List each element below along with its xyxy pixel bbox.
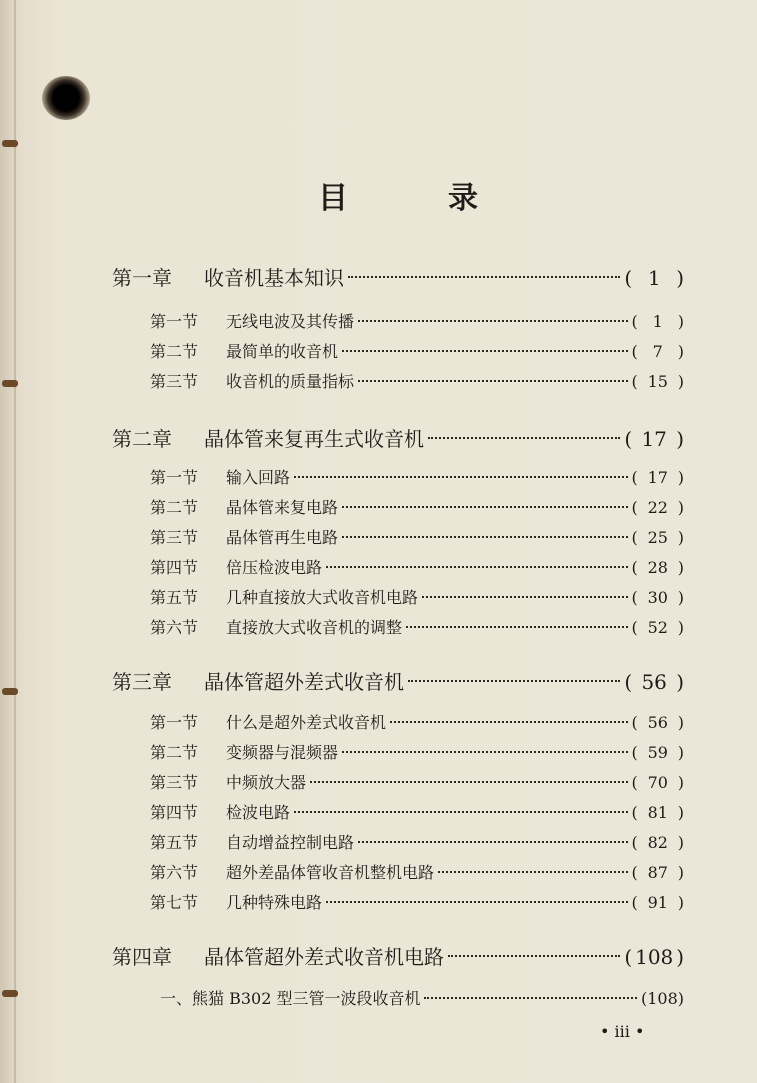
toc-section[interactable]: [150, 615, 684, 638]
toc-section[interactable]: [150, 800, 684, 823]
section-page-number: 59: [647, 743, 668, 762]
section-page: ( 30 ): [631, 588, 684, 607]
dot-leader: [422, 596, 627, 598]
toc-section[interactable]: [150, 309, 684, 332]
section-title: 检波电路: [226, 803, 291, 822]
section-page: ( 52 ): [631, 618, 684, 637]
section-title: 自动增益控制电路: [226, 833, 355, 852]
toc-section[interactable]: [150, 740, 684, 763]
section-title: 输入回路: [226, 468, 291, 487]
section-title: 收音机的质量指标: [226, 372, 355, 391]
dot-leader: [424, 997, 636, 999]
section-title: 几种特殊电路: [226, 893, 323, 912]
dot-leader: [310, 781, 627, 783]
toc-section[interactable]: [150, 465, 684, 488]
toc-section[interactable]: [150, 770, 684, 793]
item-page: ( 108 ): [640, 989, 684, 1008]
title-char-right: 录: [448, 181, 478, 216]
section-page-number: 15: [647, 372, 668, 391]
toc-chapter-2[interactable]: [112, 423, 684, 452]
section-title: 晶体管再生电路: [226, 528, 339, 547]
section-label: 第一节: [150, 468, 199, 487]
section-label: 第三节: [150, 528, 199, 547]
dot-leader: [408, 680, 620, 682]
dot-leader: [448, 955, 620, 957]
section-title: 直接放大式收音机的调整: [226, 618, 403, 637]
section-page: ( 7 ): [631, 342, 684, 361]
chapter-page-number: 56: [641, 670, 667, 694]
section-page-number: 30: [647, 588, 668, 607]
section-page: ( 17 ): [631, 468, 684, 487]
section-title: 中频放大器: [226, 773, 307, 792]
binding-staple: [2, 140, 18, 147]
section-page: ( 25 ): [631, 528, 684, 547]
dot-leader: [294, 476, 627, 478]
dot-leader: [342, 350, 627, 352]
toc-section[interactable]: [150, 525, 684, 548]
section-label: 第六节: [150, 863, 199, 882]
section-label: 第四节: [150, 803, 199, 822]
chapter-label: 第三章: [112, 670, 172, 694]
section-page-number: 56: [647, 713, 668, 732]
toc-section[interactable]: [150, 710, 684, 733]
section-page-number: 7: [652, 342, 663, 361]
section-page-number: 81: [647, 803, 668, 822]
page-number-footer: • iii •: [600, 1022, 645, 1041]
section-page-number: 25: [647, 528, 668, 547]
dot-leader: [358, 841, 627, 843]
section-page: ( 56 ): [631, 713, 684, 732]
section-page-number: 28: [647, 558, 668, 577]
section-page-number: 1: [652, 312, 663, 331]
section-page: ( 28 ): [631, 558, 684, 577]
dot-leader: [342, 536, 627, 538]
section-title: 变频器与混频器: [226, 743, 339, 762]
dot-leader: [342, 751, 627, 753]
section-label: 第四节: [150, 558, 199, 577]
toc-chapter-4[interactable]: [112, 941, 684, 970]
section-label: 第五节: [150, 833, 199, 852]
section-page: ( 22 ): [631, 498, 684, 517]
dot-leader: [348, 276, 620, 278]
section-label: 第二节: [150, 498, 199, 517]
chapter-title: 晶体管超外差式收音机电路: [204, 945, 444, 969]
section-label: 第一节: [150, 713, 199, 732]
section-title: 几种直接放大式收音机电路: [226, 588, 419, 607]
chapter-label: 第四章: [112, 945, 172, 969]
toc-section[interactable]: [150, 369, 684, 392]
section-title: 倍压检波电路: [226, 558, 323, 577]
title-char-left: 目: [318, 181, 348, 216]
paper-hole: [42, 76, 90, 120]
chapter-page-number: 17: [641, 427, 667, 451]
section-page-number: 17: [647, 468, 668, 487]
dot-leader: [438, 871, 627, 873]
dot-leader: [342, 506, 627, 508]
binding-line: [14, 0, 16, 1083]
dot-leader: [358, 380, 627, 382]
section-page-number: 82: [647, 833, 668, 852]
section-page-number: 52: [647, 618, 668, 637]
dot-leader: [406, 626, 627, 628]
section-title: 无线电波及其传播: [226, 312, 355, 331]
toc-chapter-1[interactable]: [112, 262, 684, 291]
chapter-label: 第二章: [112, 427, 172, 451]
section-title: 最简单的收音机: [226, 342, 339, 361]
section-page: ( 70 ): [631, 773, 684, 792]
toc-section[interactable]: [150, 830, 684, 853]
section-label: 第二节: [150, 342, 199, 361]
item-page-number: 108: [647, 989, 678, 1008]
chapter-title: 晶体管来复再生式收音机: [204, 427, 424, 451]
section-page: ( 81 ): [631, 803, 684, 822]
chapter-title: 晶体管超外差式收音机: [204, 670, 404, 694]
toc-section[interactable]: [150, 495, 684, 518]
section-page-number: 91: [647, 893, 668, 912]
section-label: 第二节: [150, 743, 199, 762]
dot-leader: [428, 437, 620, 439]
item-title: 一、熊猫 B302 型三管一波段收音机: [160, 989, 421, 1008]
binding-staple: [2, 380, 18, 387]
section-label: 第五节: [150, 588, 199, 607]
section-page: ( 1 ): [631, 312, 684, 331]
chapter-label: 第一章: [112, 266, 172, 290]
chapter-page: ( 1 ): [624, 266, 684, 290]
section-title: 晶体管来复电路: [226, 498, 339, 517]
binding-staple: [2, 688, 18, 695]
toc-section[interactable]: [150, 555, 684, 578]
section-title: 超外差晶体管收音机整机电路: [226, 863, 435, 882]
page-title: [318, 173, 478, 217]
dot-leader: [326, 566, 627, 568]
chapter-title: 收音机基本知识: [204, 266, 344, 290]
toc-chapter-3[interactable]: [112, 666, 684, 695]
chapter-page: ( 56 ): [624, 670, 684, 694]
section-page-number: 70: [647, 773, 668, 792]
toc-section[interactable]: [150, 585, 684, 608]
dot-leader: [326, 901, 627, 903]
section-label: 第三节: [150, 773, 199, 792]
dot-leader: [390, 721, 627, 723]
section-label: 第七节: [150, 893, 199, 912]
chapter-page: ( 108 ): [624, 945, 684, 969]
section-title: 什么是超外差式收音机: [226, 713, 387, 732]
chapter-page-number: 1: [647, 266, 661, 290]
section-label: 第三节: [150, 372, 199, 391]
section-page: ( 82 ): [631, 833, 684, 852]
section-page: ( 15 ): [631, 372, 684, 391]
section-page-number: 22: [647, 498, 668, 517]
toc-section[interactable]: [150, 860, 684, 883]
chapter-page: ( 17 ): [624, 427, 684, 451]
toc-item[interactable]: [160, 986, 684, 1009]
chapter-page-number: 108: [635, 945, 674, 969]
binding-staple: [2, 990, 18, 997]
section-page-number: 87: [647, 863, 668, 882]
toc-section[interactable]: [150, 339, 684, 362]
section-label: 第六节: [150, 618, 199, 637]
dot-leader: [294, 811, 627, 813]
section-page: ( 87 ): [631, 863, 684, 882]
section-page: ( 91 ): [631, 893, 684, 912]
section-page: ( 59 ): [631, 743, 684, 762]
toc-section[interactable]: [150, 890, 684, 913]
dot-leader: [358, 320, 627, 322]
section-label: 第一节: [150, 312, 199, 331]
